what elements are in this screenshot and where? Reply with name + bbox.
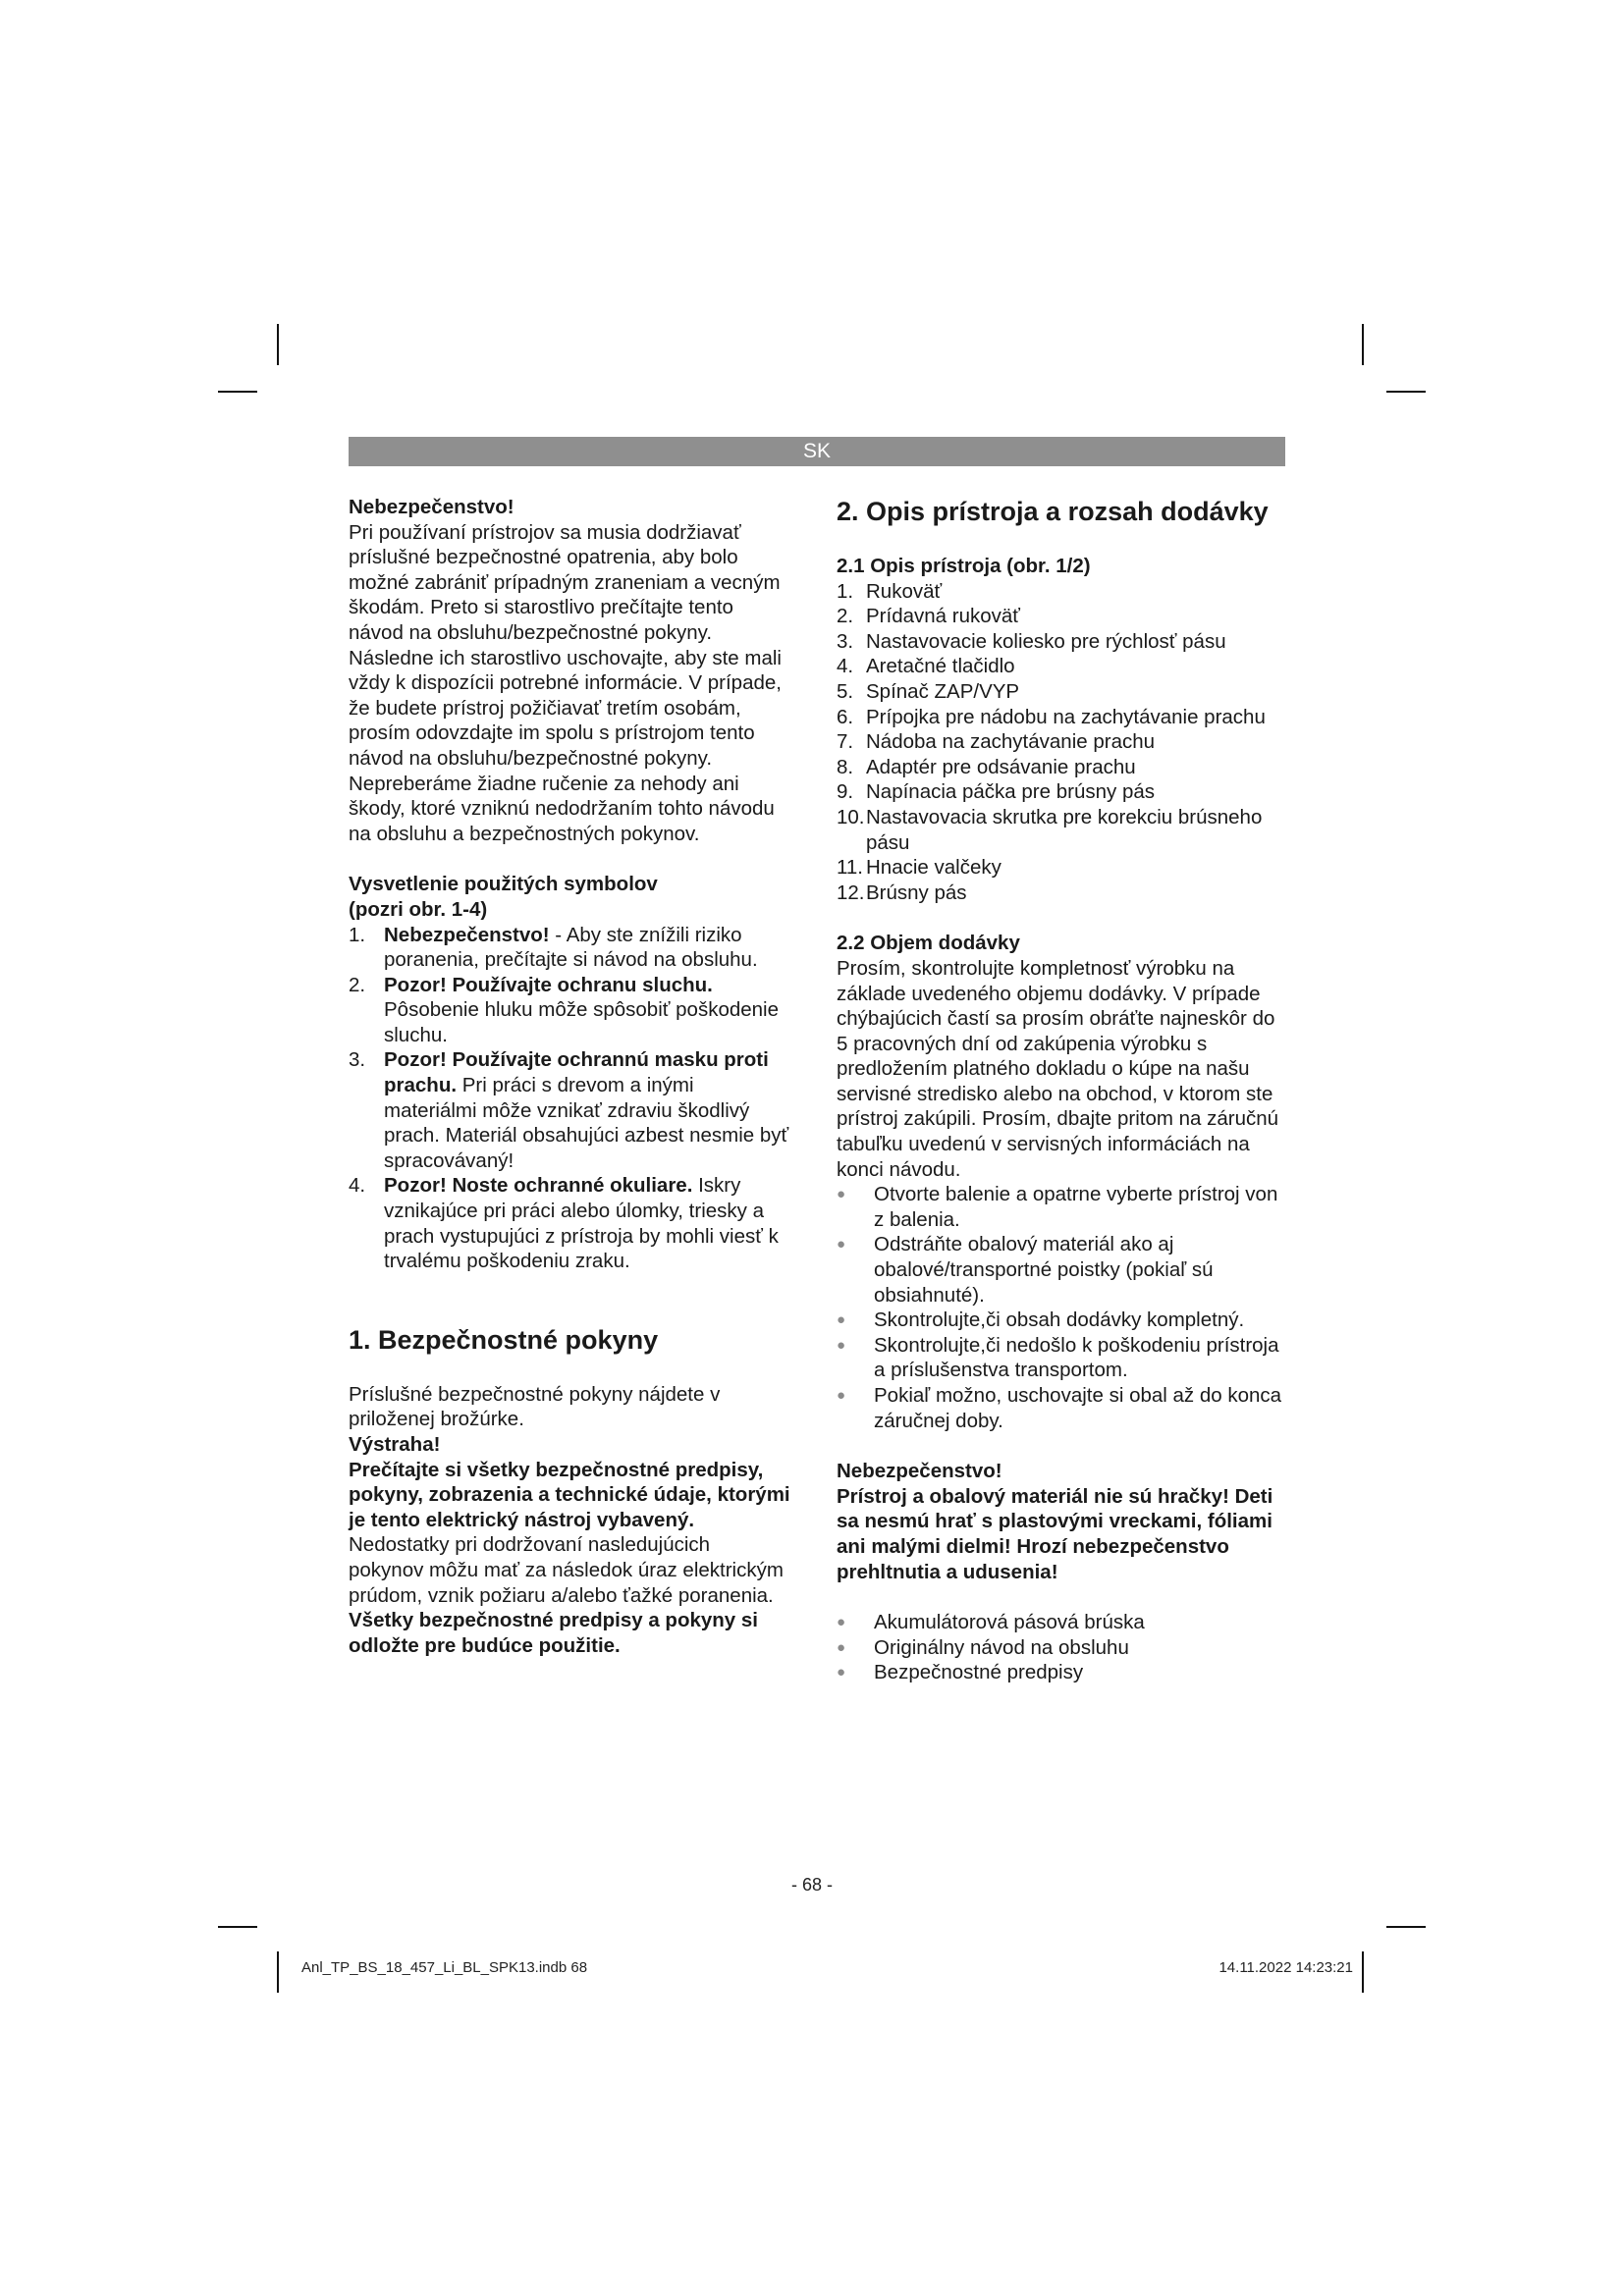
crop-mark [1362, 1951, 1364, 1993]
warning-text: Nedostatky pri dodržovaní nasledujúcich pokynov môžu mať za následok úraz elektrickým prúdom, vznik požiaru a/alebo ťažké poranenia. [349, 1533, 784, 1607]
symbols-heading-ref: (pozri obr. 1-4) [349, 897, 488, 921]
parts-list [837, 579, 1288, 906]
bullet-icon: ● [837, 1387, 846, 1404]
package-contents [837, 1610, 1288, 1685]
list-item: ● Otvorte balenie a opatrne vyberte prístroj von z balenia. [837, 1183, 1278, 1231]
warning-final: Všetky bezpečnostné predpisy a pokyny si odložte pre budúce použitie. [349, 1609, 758, 1657]
symbols-heading: Vysvetlenie použitých symbolov [349, 873, 658, 896]
list-item: 7. Nádoba na zachytávanie prachu [837, 730, 1156, 754]
bullet-icon: ● [837, 1614, 846, 1631]
subsection-2-2-title: 2.2 Objem dodávky [837, 932, 1020, 955]
list-item: ● Odstráňte obalový materiál ako aj obalové/transportné poistky (pokiaľ sú obsiahnuté). [837, 1233, 1214, 1307]
list-item: 1. Nebezpečenstvo! - Aby ste znížili riziko poranenia, prečítajte si návod na obsluhu. [349, 923, 758, 972]
danger-bold-text: Prístroj a obalový materiál nie sú hračky! Deti sa nesmú hrať s plastovými vreckami, fóliami ani malými dielmi! Hrozí nebezpečenstvo prehltnutia a udusenia! [837, 1484, 1273, 1583]
crop-mark [218, 1926, 257, 1928]
list-item: 6. Prípojka pre nádobu na zachytávanie prachu [837, 705, 1266, 728]
list-item: 4. Aretačné tlačidlo [837, 655, 1015, 678]
list-item: ● Pokiaľ možno, uschovajte si obal až do konca záručnej doby. [837, 1384, 1282, 1432]
list-item: 8. Adaptér pre odsávanie prachu [837, 755, 1136, 778]
list-item: 3. Pozor! Používajte ochrannú masku proti prachu. Pri práci s drevom a inými materiálmi môže vznikať zdraviu škodlivý prach. Materiál obsahujúci azbest nesmie byť spracovávaný! [349, 1048, 789, 1172]
list-item: ● Originálny návod na obsluhu [837, 1635, 1129, 1659]
page-number: - 68 - [790, 1875, 833, 1895]
list-item: 5. Spínač ZAP/VYP [837, 679, 1020, 703]
list-item: ● Akumulátorová pásová brúska [837, 1611, 1145, 1634]
section-2-title: 2. Opis prístroja a rozsah dodávky [837, 497, 1269, 526]
crop-mark [1386, 1926, 1426, 1928]
list-item: 1. Rukoväť [837, 579, 943, 603]
warning-heading: Výstraha! [349, 1433, 441, 1456]
list-item: 11. Hnacie valčeky [837, 856, 1001, 880]
bullet-icon: ● [837, 1336, 846, 1354]
crop-mark [1362, 324, 1364, 365]
warning-bold-text: Prečítajte si všetky bezpečnostné predpisy, pokyny, zobrazenia a technické údaje, ktorými je tento elektrický nástroj vybavený. [349, 1458, 790, 1531]
crop-mark [277, 324, 279, 365]
list-item: ● Skontrolujte,či obsah dodávky kompletný. [837, 1308, 1245, 1332]
subsection-2-1-title: 2.1 Opis prístroja (obr. 1/2) [837, 555, 1091, 577]
danger-heading: Nebezpečenstvo! [349, 496, 514, 518]
symbols-list [349, 923, 790, 1274]
list-item: 12. Brúsny pás [837, 881, 967, 904]
list-item: ● Skontrolujte,či nedošlo k poškodeniu prístroja a príslušenstva transportom. [837, 1333, 1279, 1382]
list-item: 2. Prídavná rukoväť [837, 605, 1020, 628]
footer-filename: Anl_TP_BS_18_457_Li_BL_SPK13.indb 68 [301, 1959, 588, 1976]
list-item: ● Bezpečnostné predpisy [837, 1661, 1084, 1684]
danger-paragraph: Pri používaní prístrojov sa musia dodržiavať príslušné bezpečnostné opatrenia, aby bolo možné zabrániť prípadným zraneniam a vecným škodám. Preto si starostlivo prečítajte tento návod na obsluhu/bezpečnostné pokyny. Následne ich starostlivo uschovajte, aby ste mali vždy k dispozícii potrebné informácie. V prípade, že budete prístroj požičiavať tretím osobám, prosím odovzdajte im spolu s prístrojom tento návod na obsluhu/bezpečnostné pokyny. Nepreberáme žiadne ručenie za nehody ani škody, ktoré vzniknú nedodržaním tohto návodu na obsluhu a bezpečnostných pokynov. [349, 520, 782, 845]
delivery-paragraph: Prosím, skontrolujte kompletnosť výrobku na základe uvedeného objemu dodávky. V prípade chýbajúcich častí sa prosím obráťte najneskôr do 5 pracovných dní od zakúpenia výrobku s predložením platného dokladu o kúpe na našu servisné stredisko alebo na obchod, v ktorom ste prístroj zakúpili. Prosím, dbajte pritom na záručnú tabuľku uvedenú v servisných informáciách na konci návodu. [837, 956, 1279, 1181]
right-column [837, 495, 1288, 1685]
danger-heading-right: Nebezpečenstvo! [837, 1460, 1002, 1483]
bullet-icon: ● [837, 1236, 846, 1254]
footer-timestamp: 14.11.2022 14:23:21 [1218, 1959, 1353, 1976]
crop-mark [218, 391, 257, 393]
bullet-icon: ● [837, 1638, 846, 1656]
section-1-intro: Príslušné bezpečnostné pokyny nájdete v priloženej brožúrke. [349, 1382, 721, 1431]
list-item: 2. Pozor! Používajte ochranu sluchu. Pôsobenie hluku môže spôsobiť poškodenie sluchu. [349, 973, 780, 1046]
list-item: 9. Napínacia páčka pre brúsny pás [837, 780, 1156, 804]
unpacking-steps [837, 1182, 1288, 1433]
language-header-bar [349, 437, 1285, 466]
list-item: 3. Nastavovacie koliesko pre rýchlosť pásu [837, 629, 1226, 653]
crop-mark [277, 1951, 279, 1993]
list-item: 4. Pozor! Noste ochranné okuliare. Iskry vznikajúce pri práci alebo úlomky, triesky a prach vystupujúci z prístroja by mohli viesť k trvalému poškodeniu zraku. [349, 1174, 779, 1273]
bullet-icon: ● [837, 1186, 846, 1203]
list-item: 10. Nastavovacia skrutka pre korekciu brúsneho pásu [837, 805, 1263, 854]
left-column [349, 495, 790, 1658]
bullet-icon: ● [837, 1311, 846, 1329]
section-1-title: 1. Bezpečnostné pokyny [349, 1324, 659, 1355]
language-code: SK [802, 440, 831, 462]
crop-mark [1386, 391, 1426, 393]
bullet-icon: ● [837, 1664, 846, 1682]
